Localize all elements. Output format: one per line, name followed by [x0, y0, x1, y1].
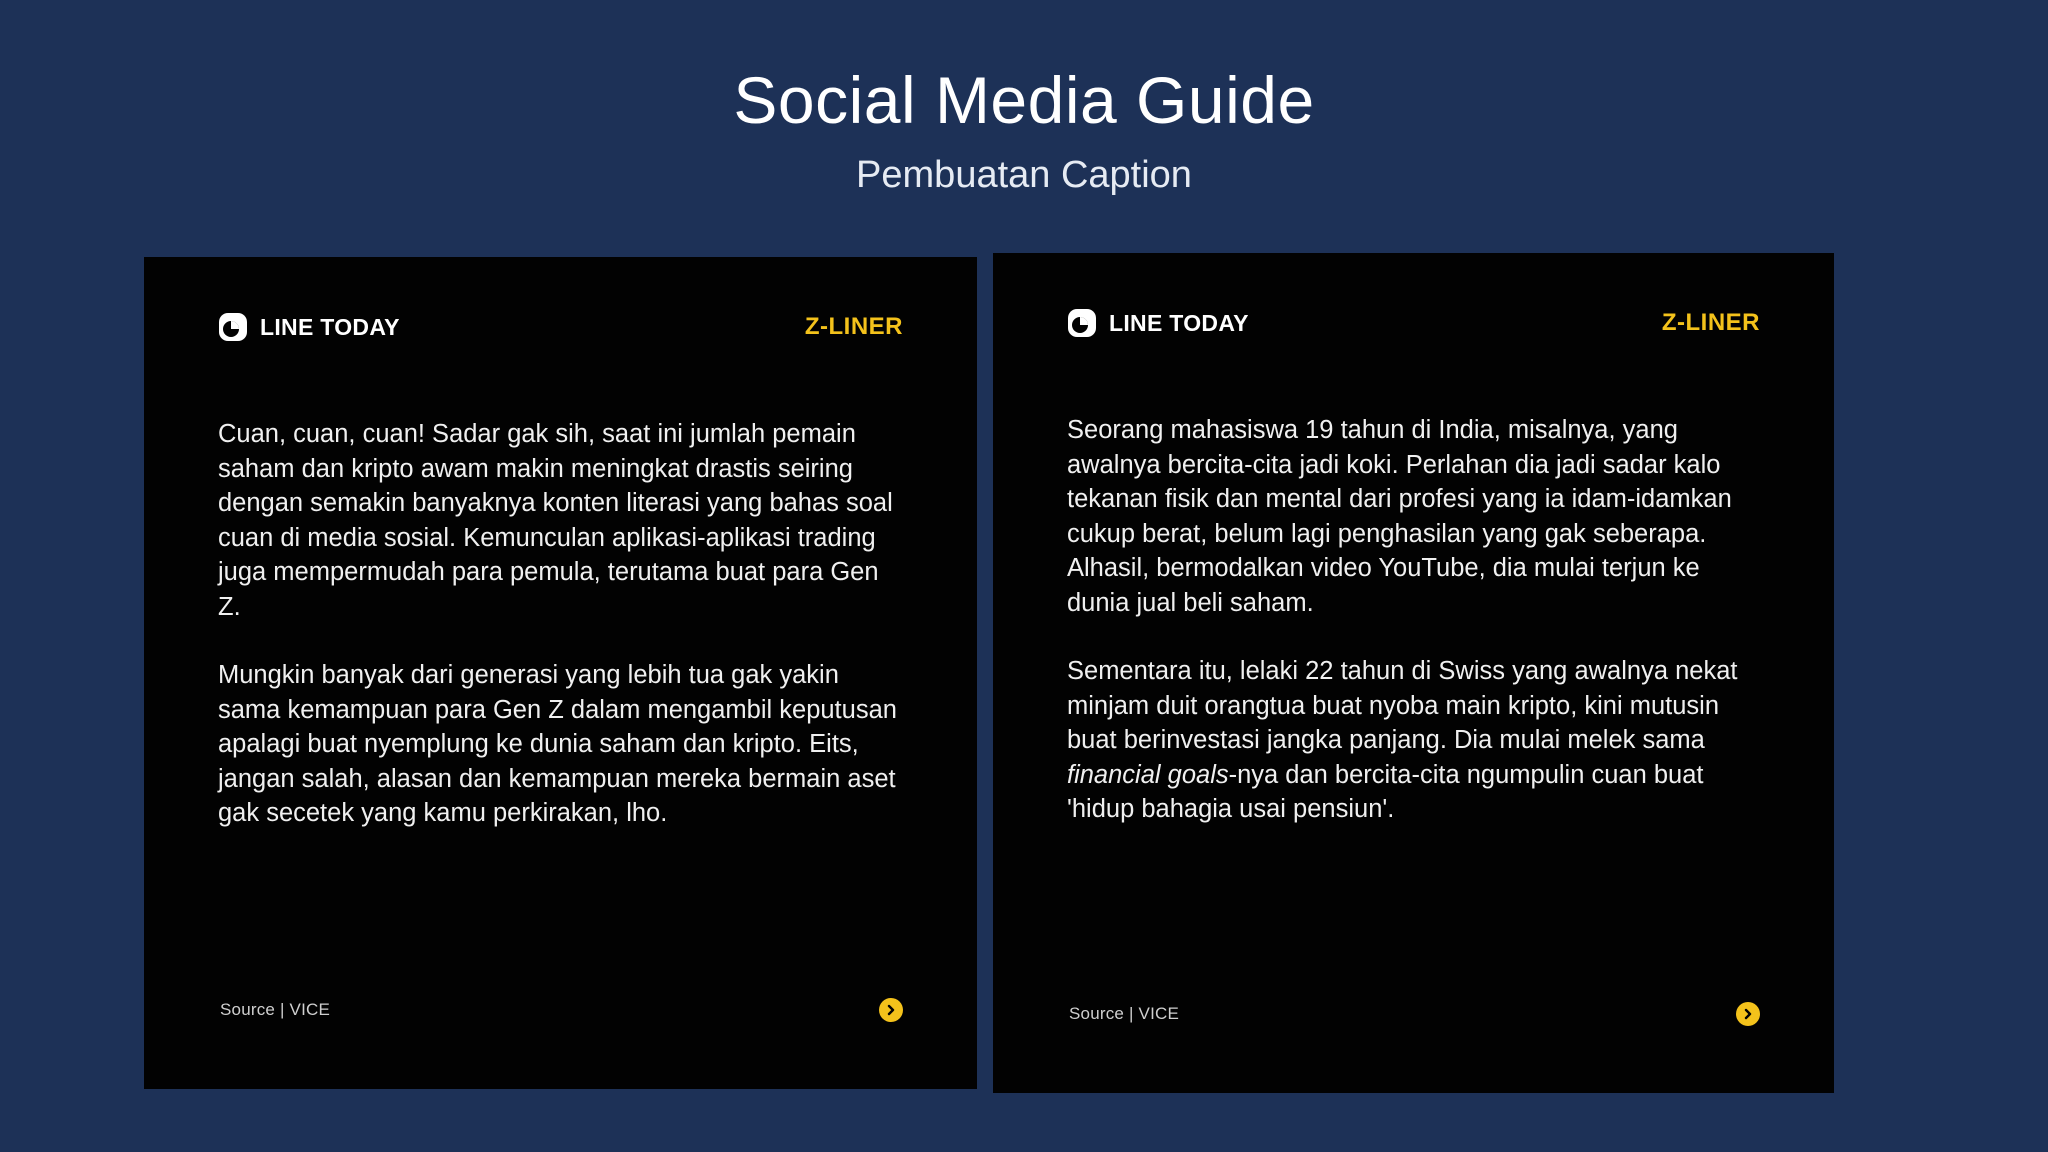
next-button[interactable] [879, 998, 903, 1022]
card-header [1067, 303, 1760, 343]
line-today-logo-icon [218, 312, 248, 342]
series-label: Z-LINER [1661, 309, 1760, 336]
emphasis-text: financial goals [1067, 760, 1229, 789]
chevron-right-icon [884, 1003, 898, 1017]
card-footer [1069, 999, 1760, 1029]
caption-card-1 [144, 257, 977, 1089]
card-paragraph: Cuan, cuan, cuan! Sadar gak sih, saat ini jumlah pemain saham dan kripto awam makin meningkat drastis seiring dengan semakin banyaknya konten literasi yang bahas soal cuan di media sosial. Kemunculan aplikasi-aplikasi trading juga mempermudah para pemula, terutama buat para Gen Z. [218, 420, 893, 621]
series-label: Z-LINER [804, 313, 903, 340]
next-button[interactable] [1736, 1002, 1760, 1026]
caption-card-2 [993, 253, 1834, 1093]
paragraph-text: Sementara itu, lelaki 22 tahun di Swiss yang awalnya nekat minjam duit orangtua buat nyoba main kripto, kini mutusin buat berinvestasi jangka panjang. Dia mulai melek sama [1067, 657, 1738, 754]
card-body [1067, 413, 1764, 861]
page-subtitle: Pembuatan Caption [856, 154, 1192, 196]
source-label: Source | VICE [1069, 1004, 1180, 1023]
chevron-right-icon [1741, 1007, 1755, 1021]
paragraph-text: -nya dan bercita-cita ngumpulin cuan buat 'hidup bahagia usai pensiun'. [1067, 760, 1704, 823]
brand-name: LINE TODAY [260, 313, 400, 340]
source-label: Source | VICE [220, 1000, 331, 1019]
card-body [218, 417, 907, 865]
card-header [218, 307, 903, 347]
card-paragraph: Mungkin banyak dari generasi yang lebih tua gak yakin sama kemampuan para Gen Z dalam mengambil keputusan apalagi buat nyemplung ke dunia saham dan kripto. Eits, jangan salah, alasan dan kemampuan mereka bermain aset gak secetek yang kamu perkirakan, lho. [218, 661, 897, 827]
card-paragraph: Seorang mahasiswa 19 tahun di India, misalnya, yang awalnya bercita-cita jadi koki. Perlahan dia jadi sadar kalo tekanan fisik dan mental dari profesi yang ia idam-idamkan cukup berat, belum lagi penghasilan yang gak seberapa. Alhasil, bermodalkan video YouTube, dia mulai terjun ke dunia jual beli saham. [1067, 416, 1732, 617]
brand [218, 312, 400, 342]
line-today-logo-icon [1067, 308, 1097, 338]
brand-name: LINE TODAY [1109, 309, 1249, 336]
brand [1067, 308, 1249, 338]
card-paragraph [1067, 654, 1764, 827]
card-footer [220, 995, 903, 1025]
page-title: Social Media Guide [733, 63, 1315, 137]
